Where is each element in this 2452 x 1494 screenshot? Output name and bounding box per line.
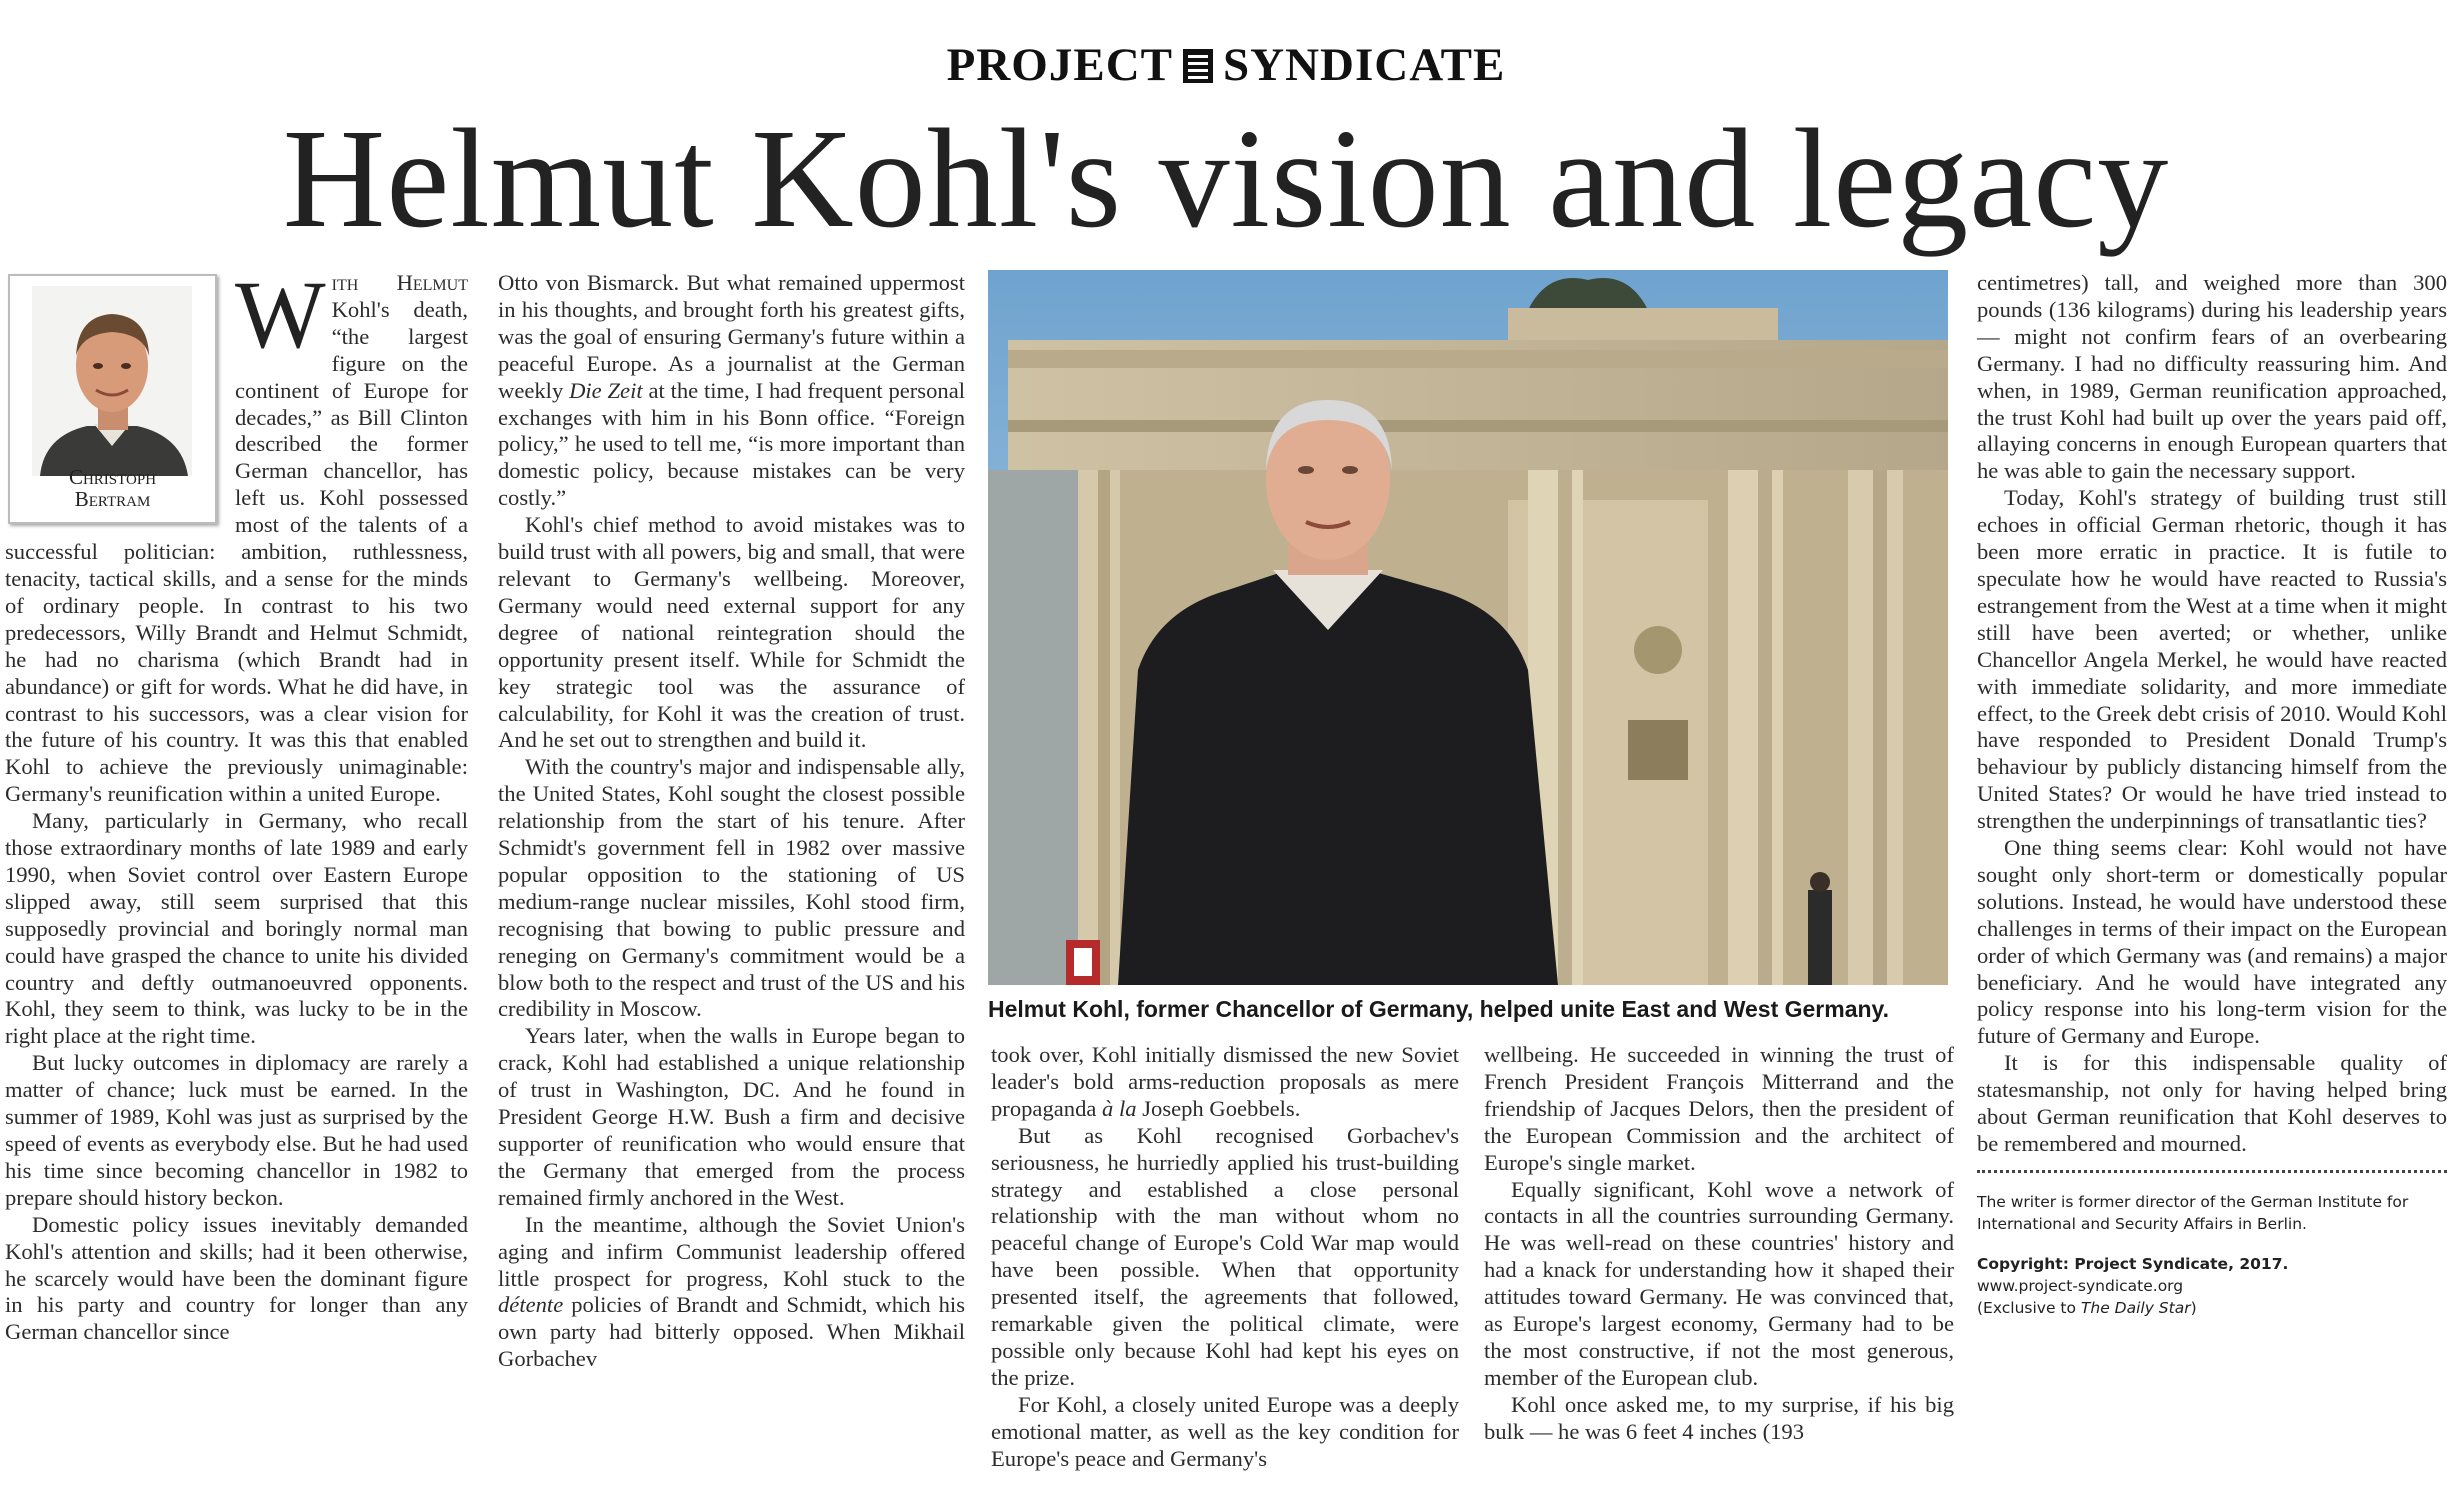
paragraph-text: In the meantime, although the Soviet Union's aging and infirm Communist leadership offered little prospect for progress, Kohl stuck to the <box>498 1211 965 1291</box>
masthead-project: PROJECT <box>946 39 1173 91</box>
paragraph <box>498 1212 965 1373</box>
paragraph: Kohl's chief method to avoid mistakes was to build trust with all powers, big and small, that were relevant to Germany's wellbeing. Moreover, Germany would need external support for any degree of national reintegration should the opportunity present itself. While for Schmidt the key strategic tool was the assurance of calculability, for Kohl it was the creation of trust. And he set out to strengthen and build it. <box>498 512 965 753</box>
paragraph: Domestic policy issues inevitably demanded Kohl's attention and skills; had it been otherwise, he scarcely would have been the dominant figure in his party and country for longer than any German chancellor since <box>5 1211 468 1345</box>
project-syndicate-logo-icon <box>1183 49 1213 83</box>
dotted-divider <box>1977 1170 2447 1173</box>
paragraph-text: policies of Brandt and Schmidt, which his own party had bitterly opposed. When Mikhail Gorbachev <box>498 1292 965 1372</box>
paragraph: wellbeing. He succeeded in winning the trust of French President François Mitterrand and the friendship of Jacques Delors, then the president of the European Commission and the architect of Europe's single market. <box>1484 1042 1954 1175</box>
author-last-name: Bertram <box>74 487 151 511</box>
paragraph: It is for this indispensable quality of statesmanship, not only for having helped bring about German reunification that Kohl deserves to be remembered and mourned. <box>1977 1050 2447 1156</box>
paragraph: centimetres) tall, and weighed more than 300 pounds (136 kilograms) during his leadership years — might not confirm fears of an overbearing Germany. I had no difficulty reassuring him. And when, in 1989, German reunification approached, the trust Kohl had built up over the years paid off, allaying concerns in enough European quarters that he was able to gain the necessary support. <box>1977 270 2447 484</box>
author-bio: The writer is former director of the German Institute for International and Security Affairs in Berlin. <box>1977 1192 2409 1233</box>
article-column-3 <box>991 1042 1459 1473</box>
author-name <box>10 466 215 510</box>
italic-term: à la <box>1102 1095 1137 1121</box>
lead-smallcaps: ith Helmut <box>331 270 468 295</box>
exclusive-suffix: ) <box>2190 1298 2197 1317</box>
copyright: Copyright: Project Syndicate, 2017. <box>1977 1254 2289 1273</box>
exclusive-note <box>1977 1297 2447 1319</box>
paragraph: But lucky outcomes in diplomacy are rarely a matter of chance; luck must be earned. In the summer of 1989, Kohl was just as surprised by the speed of events as everybody else. But he had used his time since becoming chancellor in 1982 to prepare should history beckon. <box>5 1050 468 1210</box>
article-column-4 <box>1484 1042 1954 1446</box>
paragraph-text: Joseph Goebbels. <box>1136 1095 1301 1121</box>
photo-caption: Helmut Kohl, former Chancellor of Germany, helped unite East and West Germany. <box>988 996 1890 1022</box>
paragraph: Kohl once asked me, to my surprise, if his big bulk — he was 6 feet 4 inches (193 <box>1484 1391 1954 1444</box>
italic-term: détente <box>498 1292 564 1318</box>
paragraph: One thing seems clear: Kohl would not have sought only short-term or domestically popular solutions. Instead, he would have understood these challenges in terms of their impact on the European order of which Germany was (and remains) a major beneficiary. And he would have integrated any policy response into his long-term vision for the future of Germany and Europe. <box>1977 835 2447 1049</box>
author-photo <box>32 286 192 476</box>
paragraph: Today, Kohl's strategy of building trust still echoes in official German rhetoric, though it has been more erratic in practice. It is futile to speculate how he would have reacted to Russia's estrangement from the West at a time when it might still have been averted; or whether, unlike Chancellor Angela Merkel, he would have reacted with immediate solidarity, and more immediate effect, to the Greek debt crisis of 2010. Would Kohl have responded to President Donald Trump's behaviour by publicly distancing himself from the United States? Or would he have tried instead to strengthen the underpinnings of transatlantic ties? <box>1977 485 2447 834</box>
article-column-1 <box>5 261 468 1346</box>
article-column-5 <box>1977 270 2447 1319</box>
exclusive-prefix: (Exclusive to <box>1977 1298 2081 1317</box>
paragraph: For Kohl, a closely united Europe was a deeply emotional matter, as well as the key condition for Europe's peace and Germany's <box>991 1391 1459 1471</box>
paragraph: But as Kohl recognised Gorbachev's seriousness, he hurriedly applied his trust-building strategy and established a close personal relationship with the man without whom no peaceful change of Europe's Cold War map would have been possible. When that opportunity presented itself, the agreements that followed, remarkable given the political climate, were possible only because Kohl had kept his eyes on the prize. <box>991 1122 1459 1390</box>
paragraph <box>991 1042 1459 1123</box>
masthead-syndicate: SYNDICATE <box>1223 39 1506 91</box>
paragraph: Years later, when the walls in Europe began to crack, Kohl had established a unique relationship of trust in Washington, DC. And he found in President George H.W. Bush a firm and decisive supporter of reunification who would ensure that the Germany that emerged from the process remained firmly anchored in the West. <box>498 1023 965 1210</box>
paragraph: Equally significant, Kohl wove a network of contacts in all the countries surrounding Germany. He was well-read on these countries' history and had a knack for understanding how it shaped their attitudes toward Germany. He was convinced that, as Europe's largest economy, Germany had to be the most constructive, if not the most generous, member of the European club. <box>1484 1176 1954 1390</box>
publication-name: Die Zeit <box>569 377 643 403</box>
paragraph: Many, particularly in Germany, who recall those extraordinary months of late 1989 and early 1990, when Soviet control over Eastern Europe slipped away, still seem surprised that this supposedly provincial and boringly normal man could have grasped the chance to unite his divided country and deftly outmanoeuvred opponents. Kohl, they seem to think, was lucky to be in the right place at the right time. <box>5 808 468 1049</box>
source-url: www.project-syndicate.org <box>1977 1276 2184 1295</box>
drop-cap: W <box>235 261 326 368</box>
masthead <box>0 38 2452 92</box>
paragraph-text: took over, Kohl initially dismissed the new Soviet leader's bold arms-reduction proposals as mere propaganda <box>991 1042 1459 1121</box>
newspaper-name: The Daily Star <box>2080 1298 2191 1317</box>
headline: Helmut Kohl's vision and legacy <box>282 99 2170 257</box>
author-box <box>8 274 217 524</box>
lead-text: Kohl's death, “the largest figure on the continent of Europe for decades,” as Bill Clinton described the former German chancellor, has left us. Kohl possessed most of the talents of a successful politician: ambition, ruthlessness, tenacity, tactical skills, and a sense for the minds of ordinary people. In contrast to his two predecessors, Willy Brandt and Helmut Schmidt, he had no charisma (which Brandt had in abundance) or gift for words. What he did have, in contrast to his successors, was a clear vision for the future of his country. It was this that enabled Kohl to achieve the previously unimaginable: Germany's reunification within a united Europe. <box>5 296 468 807</box>
paragraph <box>498 270 965 512</box>
main-photo <box>988 270 1948 985</box>
paragraph: With the country's major and indispensable ally, the United States, Kohl sought the closest possible relationship from the start of his tenure. After Schmidt's government fell in 1982 over massive popular opposition to the stationing of US medium-range nuclear missiles, Kohl stood firm, recognising that bowing to public pressure and reneging on Germany's commitment would be a blow both to the respect and trust of the US and his credibility in Moscow. <box>498 754 965 1022</box>
author-first-name: Christoph <box>68 465 157 489</box>
article-column-2 <box>498 270 965 1373</box>
paragraph-text: Otto von Bismarck. But what remained uppermost in his thoughts, and brought forth his greatest gifts, was the goal of ensuring Germany's future within a peaceful Europe. As a journalist at the German weekly <box>498 270 965 403</box>
paragraph-text: at the time, I had frequent personal exchanges with him in his Bonn office. “Foreign policy,” he used to tell me, “is more important than domestic policy, because mistakes can be very costly.” <box>498 377 965 511</box>
